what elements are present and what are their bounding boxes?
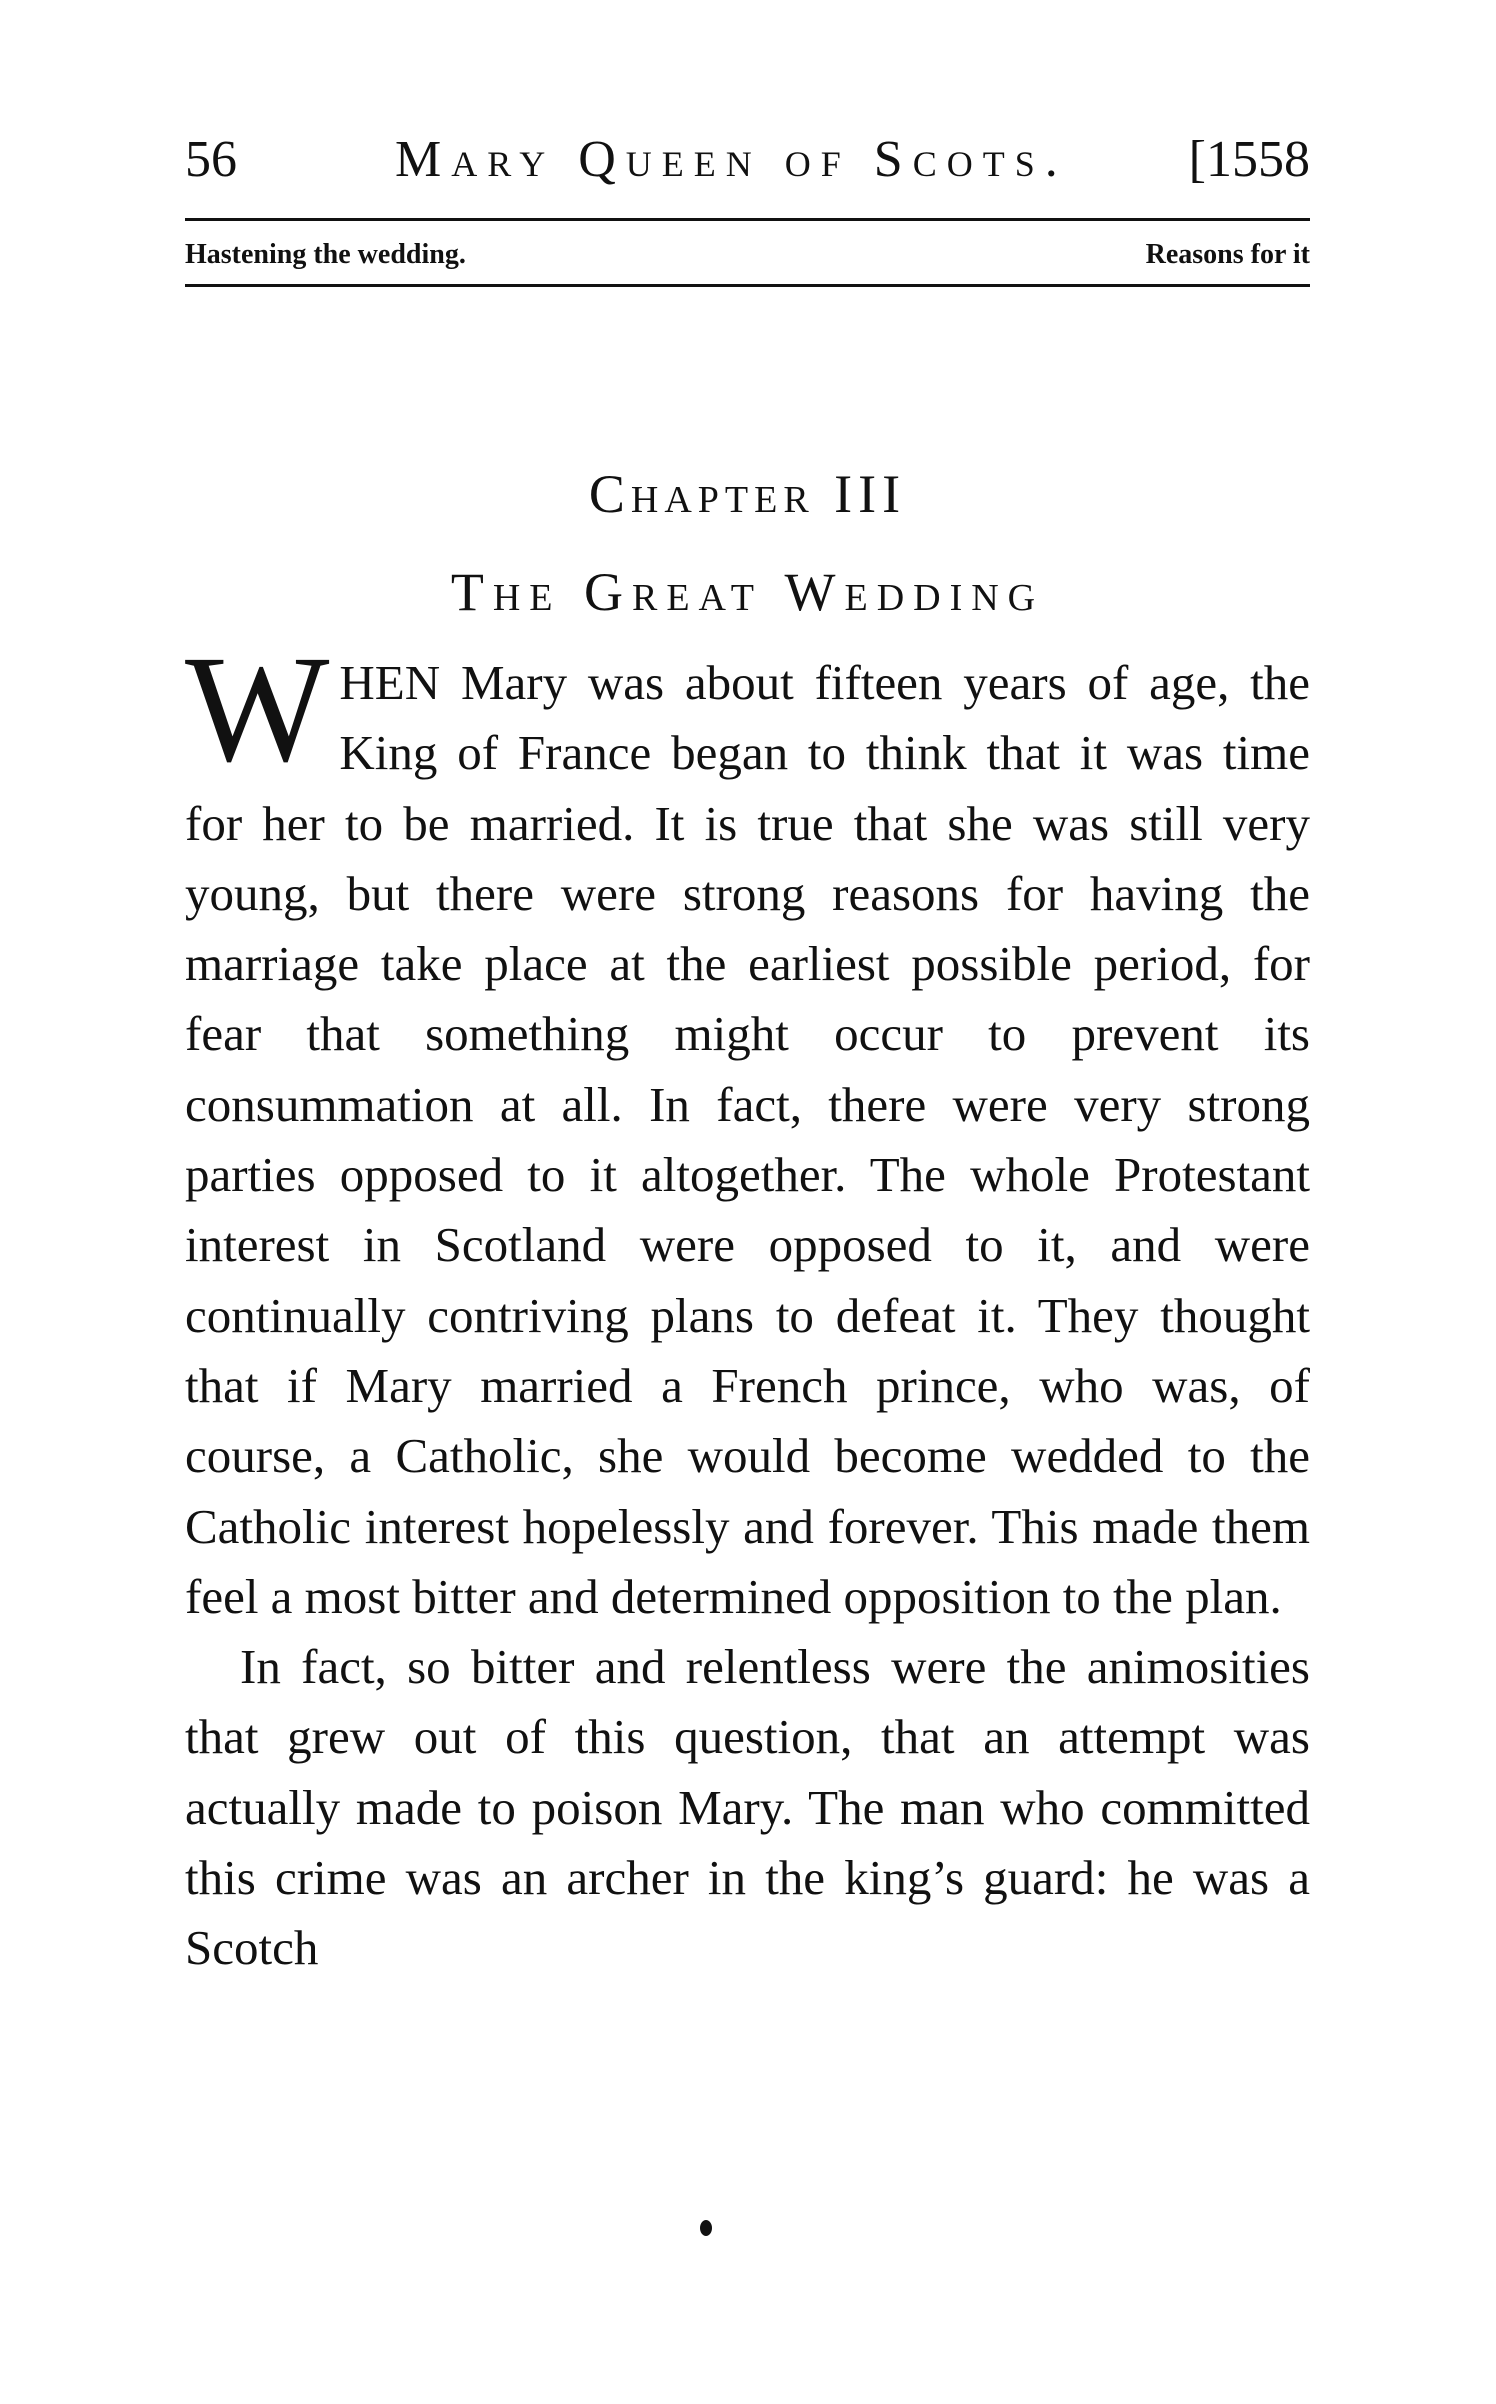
printer-mark (700, 2220, 712, 2236)
running-head (185, 120, 1310, 200)
body-paragraph: WHEN Mary was about fifteen years of age, the King of France began to think that it was time for her to be married. It is true that she was still very young, but there were strong reasons for having the marriage take place at the earliest possible period, for fear that something might occur to prevent its consummation at all. In fact, there were very strong parties opposed to it altogether. The whole Protestant interest in Scotland were opposed to it, and were continually contriving plans to defeat it. They thought that if Mary married a French prince, who was, of course, a Catholic, she would become wedded to the Catholic interest hopelessly and forever. This made them feel a most bitter and determined opposition to the plan. (185, 625, 1310, 1624)
body-paragraph: In fact, so bitter and relentless were the animosities that grew out of this question, that an attempt was actually made to poison Mary. The man who committed this crime was an archer in the king’s guard: he was a Scotch (185, 1639, 1310, 1976)
chapter-label: Chapter III (588, 464, 907, 524)
page-number: 56 (185, 131, 237, 188)
side-note-right: Reasons for it (1145, 239, 1310, 270)
chapter-body (185, 625, 1310, 1984)
header-rule-top (185, 218, 1310, 221)
side-note-left: Hastening the wedding. (185, 239, 466, 270)
year-marker: [1558 (1188, 131, 1310, 188)
chapter-title: The Great Wedding (450, 562, 1045, 622)
book-title: Mary Queen of Scots. (395, 131, 1068, 188)
header-rule-bottom (185, 284, 1310, 287)
side-notes (185, 232, 1310, 278)
